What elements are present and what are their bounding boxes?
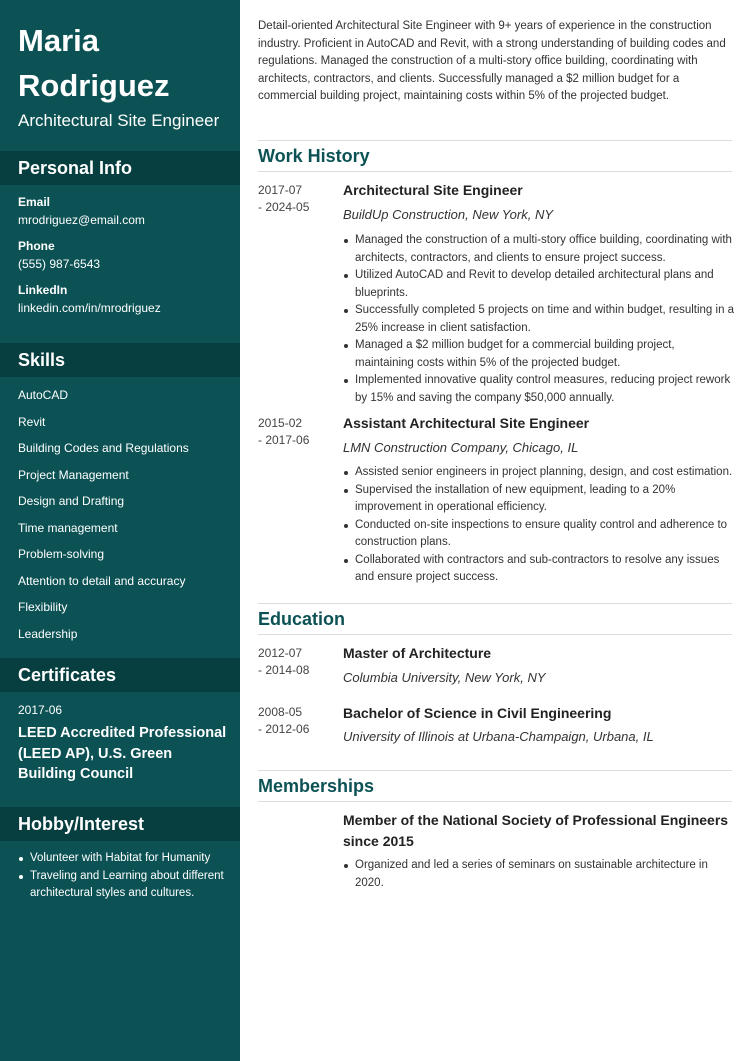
hobby-item: Traveling and Learning about different architectural styles and cultures. [18, 868, 228, 903]
certificate-date: 2017-06 [18, 703, 63, 717]
professional-summary: Detail-oriented Architectural Site Engineer with 9+ years of experience in the construction industry. Proficient in AutoCAD and Revit, with a strong understanding of building codes and regulations. Managed the construction of a multi-story office building, coordinating with architects, contractors, and clients. Successfully managed a $2 million budget for a commercial building project, maintaining costs within 5% of the projected budget. [258, 20, 726, 102]
hobby-list [18, 850, 228, 903]
certificate-title: LEED Accredited Professional (LEED AP), U.S. Green Building Council [18, 725, 227, 782]
job-bullet: Managed the construction of a multi-story office building, coordinating with architects, contractors, and clients to ensure project success. [343, 232, 735, 267]
membership-bullets [343, 857, 735, 892]
education-date-start: 2012-07 [258, 646, 303, 660]
skills-heading: Skills [0, 343, 240, 377]
sidebar [0, 0, 240, 1061]
education-date [258, 645, 328, 679]
candidate-name [18, 18, 233, 108]
email-label: Email [18, 195, 51, 209]
work-history-heading: Work History [258, 140, 732, 172]
school-name: University of Illinois at Urbana-Champaign, Urbana, IL [343, 729, 654, 744]
job-bullets [343, 464, 735, 587]
job-date-start: 2017-07 [258, 183, 303, 197]
job-date-end: - 2017-06 [258, 433, 310, 447]
certificates-heading: Certificates [0, 658, 240, 692]
education-date-end: - 2014-08 [258, 663, 310, 677]
job-title: Architectural Site Engineer [343, 182, 523, 198]
skill-item: Flexibility [18, 600, 68, 614]
education-date [258, 704, 328, 738]
first-name: Maria [18, 23, 99, 58]
hobby-heading: Hobby/Interest [0, 807, 240, 841]
job-bullet: Managed a $2 million budget for a commercial building project, maintaining costs within 5% of the projected budget. [343, 337, 735, 372]
email-value[interactable]: mrodriguez@email.com [18, 213, 145, 227]
job-bullet: Conducted on-site inspections to ensure quality control and adherence to construction plans. [343, 517, 735, 552]
candidate-role: Architectural Site Engineer [18, 111, 220, 130]
job-bullet: Assisted senior engineers in project planning, design, and cost estimation. [343, 464, 735, 482]
skill-item: Leadership [18, 626, 78, 641]
degree-title: Bachelor of Science in Civil Engineering [343, 705, 612, 721]
membership-title: Member of the National Society of Professional Engineers since 2015 [343, 812, 729, 849]
job-date-end: - 2024-05 [258, 200, 310, 214]
education-date-end: - 2012-06 [258, 722, 310, 736]
job-date-start: 2015-02 [258, 416, 303, 430]
education-heading: Education [258, 603, 732, 635]
skill-item: AutoCAD [18, 388, 69, 402]
memberships-heading: Memberships [258, 770, 732, 802]
phone-value[interactable]: (555) 987-6543 [18, 257, 101, 271]
skill-item: Building Codes and Regulations [18, 441, 189, 455]
skill-item: Attention to detail and accuracy [18, 573, 186, 588]
skill-item: Project Management [18, 467, 129, 482]
school-name: Columbia University, New York, NY [343, 670, 546, 685]
skill-item: Time management [18, 520, 118, 535]
job-date [258, 415, 328, 449]
skill-item: Problem-solving [18, 547, 105, 561]
job-bullet: Utilized AutoCAD and Revit to develop detailed architectural plans and blueprints. [343, 267, 735, 302]
linkedin-label: LinkedIn [18, 283, 68, 297]
job-bullets [343, 232, 735, 407]
job-bullet: Successfully completed 5 projects on time and within budget, resulting in a 25% increase in client satisfaction. [343, 302, 735, 337]
job-title: Assistant Architectural Site Engineer [343, 415, 590, 431]
membership-bullet: Organized and led a series of seminars on sustainable architecture in 2020. [343, 857, 735, 892]
phone-label: Phone [18, 239, 55, 253]
skill-item: Revit [18, 414, 46, 429]
education-date-start: 2008-05 [258, 705, 303, 719]
job-bullet: Supervised the installation of new equipment, leading to a 20% improvement in operational efficiency. [343, 482, 735, 517]
job-bullet: Implemented innovative quality control measures, reducing project rework by 15% and saving the company $50,000 annually. [343, 372, 735, 407]
last-name: Rodriguez [18, 68, 170, 103]
linkedin-value[interactable]: linkedin.com/in/mrodriguez [18, 301, 161, 315]
personal-info-heading: Personal Info [0, 151, 240, 185]
skills-list [18, 382, 189, 647]
job-bullet: Collaborated with contractors and sub-contractors to resolve any issues and ensure project success. [343, 552, 735, 587]
skill-item: Design and Drafting [18, 494, 125, 508]
job-company: BuildUp Construction, New York, NY [343, 207, 554, 222]
job-date [258, 182, 328, 216]
job-company: LMN Construction Company, Chicago, IL [343, 440, 579, 455]
degree-title: Master of Architecture [343, 645, 492, 661]
hobby-item: Volunteer with Habitat for Humanity [18, 850, 228, 868]
